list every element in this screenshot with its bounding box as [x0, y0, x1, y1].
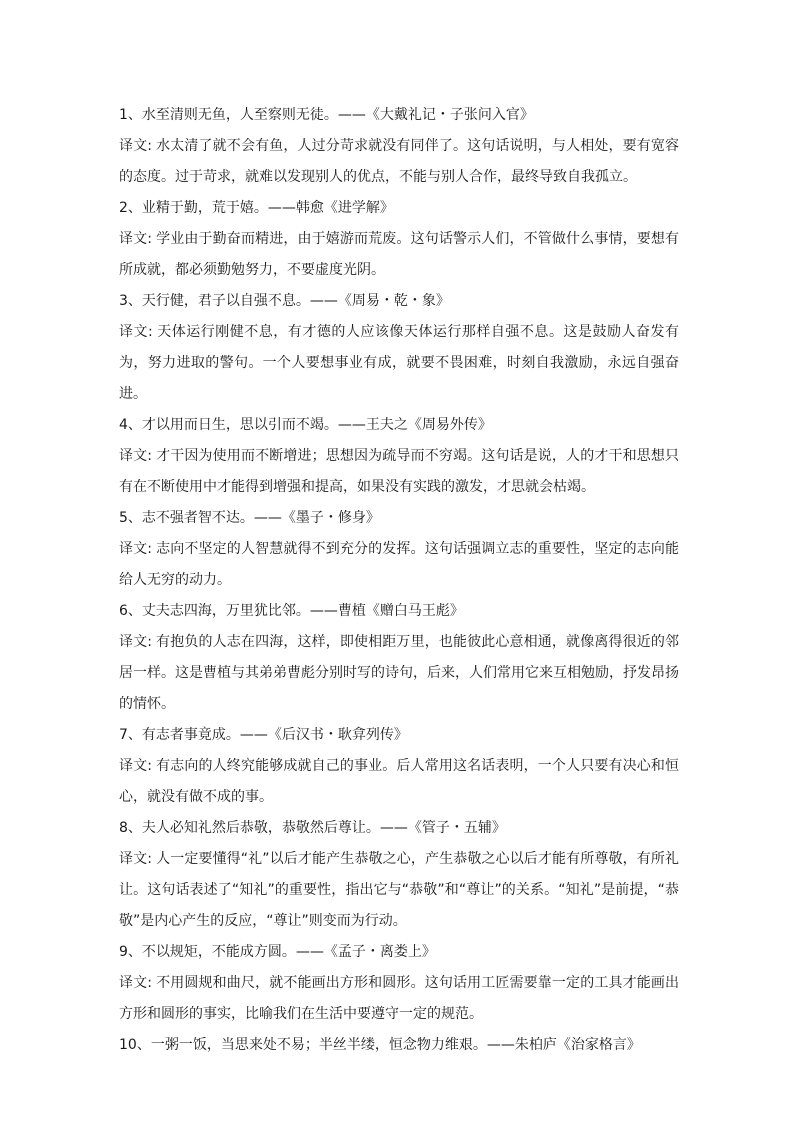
quote-text: 9、不以规矩，不能成方圆。——《孟子・离娄上》 — [119, 944, 436, 960]
quote-text: 2、业精于勤，荒于嬉。——韩愈《进学解》 — [119, 200, 394, 216]
translation-label: 译文: — [119, 975, 152, 991]
quote-text: 3、天行健，君子以自强不息。——《周易・乾・象》 — [119, 293, 450, 309]
quote-text: 7、有志者事竟成。——《后汉书・耿弇列传》 — [119, 727, 408, 743]
quote-text: 5、志不强者智不达。——《墨子・修身》 — [119, 510, 380, 526]
list-item — [119, 1030, 679, 1061]
translation-text — [119, 844, 679, 937]
translation-label: 译文: — [119, 851, 152, 867]
translation-body: 才干因为使用而不断增进；思想因为疏导而不穷竭。这句话是说，人的才干和思想只有在不断使用中才能得到增强和提高，如果没有实践的激发，才思就会枯竭。 — [119, 448, 680, 495]
quote-text: 10、一粥一饭，当思来处不易；半丝半缕，恒念物力维艰。——朱柏庐《治家格言》 — [119, 1037, 641, 1053]
list-item — [119, 720, 679, 813]
translation-label: 译文: — [119, 634, 152, 650]
quote-text: 4、才以用而日生，思以引而不竭。——王夫之《周易外传》 — [119, 417, 492, 433]
translation-body: 人一定要懂得“礼”以后才能产生恭敬之心，产生恭敬之心以后才能有所尊敬，有所礼让。这句话表述了“知礼”的重要性，指出它与“恭敬”和“尊让”的关系。“知礼”是前提，“恭敬”是内心产生的反应，“尊让”则变而为行动。 — [119, 851, 679, 929]
translation-text — [119, 441, 679, 503]
translation-body: 学业由于勤奋而精进，由于嬉游而荒废。这句话警示人们，不管做什么事情，要想有所成就，都必须勤勉努力，不要虚度光阴。 — [119, 231, 680, 278]
translation-text — [119, 224, 679, 286]
translation-label: 译文: — [119, 231, 152, 247]
list-item — [119, 813, 679, 937]
translation-body: 志向不坚定的人智慧就得不到充分的发挥。这句话强调立志的重要性，坚定的志向能给人无穷的动力。 — [119, 541, 680, 588]
translation-label: 译文: — [119, 138, 152, 154]
translation-text — [119, 751, 679, 813]
translation-body: 天体运行刚健不息，有才德的人应该像天体运行那样自强不息。这是鼓励人奋发有为，努力进取的警句。一个人要想事业有成，就要不畏困难，时刻自我激励，永远自强奋进。 — [119, 324, 679, 402]
translation-text — [119, 968, 679, 1030]
translation-body: 水太清了就不会有鱼，人过分苛求就没有同伴了。这句话说明，与人相处，要有宽容的态度。过于苛求，就难以发现别人的优点，不能与别人合作，最终导致自我孤立。 — [119, 138, 680, 185]
list-item — [119, 286, 679, 410]
translation-body: 有抱负的人志在四海，这样，即使相距万里，也能彼此心意相通，就像离得很近的邻居一样。这是曹植与其弟弟曹彪分别时写的诗句，后来，人们常用它来互相勉励，抒发昂扬的情怀。 — [119, 634, 680, 712]
list-item — [119, 410, 679, 503]
translation-body: 不用圆规和曲尺，就不能画出方形和圆形。这句话用工匠需要靠一定的工具才能画出方形和圆形的事实，比喻我们在生活中要遵守一定的规范。 — [119, 975, 680, 1022]
quote-text: 6、丈夫志四海，万里犹比邻。——曹植《赠白马王彪》 — [119, 603, 464, 619]
translation-text — [119, 317, 679, 410]
quote-text: 8、夫人必知礼然后恭敬，恭敬然后尊让。——《管子・五辅》 — [119, 820, 506, 836]
quote-text: 1、水至清则无鱼，人至察则无徒。——《大戴礼记・子张问入官》 — [119, 107, 534, 123]
list-item — [119, 100, 679, 193]
translation-text — [119, 627, 679, 720]
translation-label: 译文: — [119, 541, 152, 557]
translation-label: 译文: — [119, 324, 153, 340]
translation-body: 有志向的人终究能够成就自己的事业。后人常用这名话表明，一个人只要有决心和恒心，就没有做不成的事。 — [119, 758, 680, 805]
list-item — [119, 596, 679, 720]
translation-label: 译文: — [119, 448, 152, 464]
translation-text — [119, 534, 679, 596]
translation-text — [119, 131, 679, 193]
translation-label: 译文: — [119, 758, 152, 774]
list-item — [119, 193, 679, 286]
list-item — [119, 503, 679, 596]
list-item — [119, 937, 679, 1030]
document-body — [119, 100, 679, 1061]
